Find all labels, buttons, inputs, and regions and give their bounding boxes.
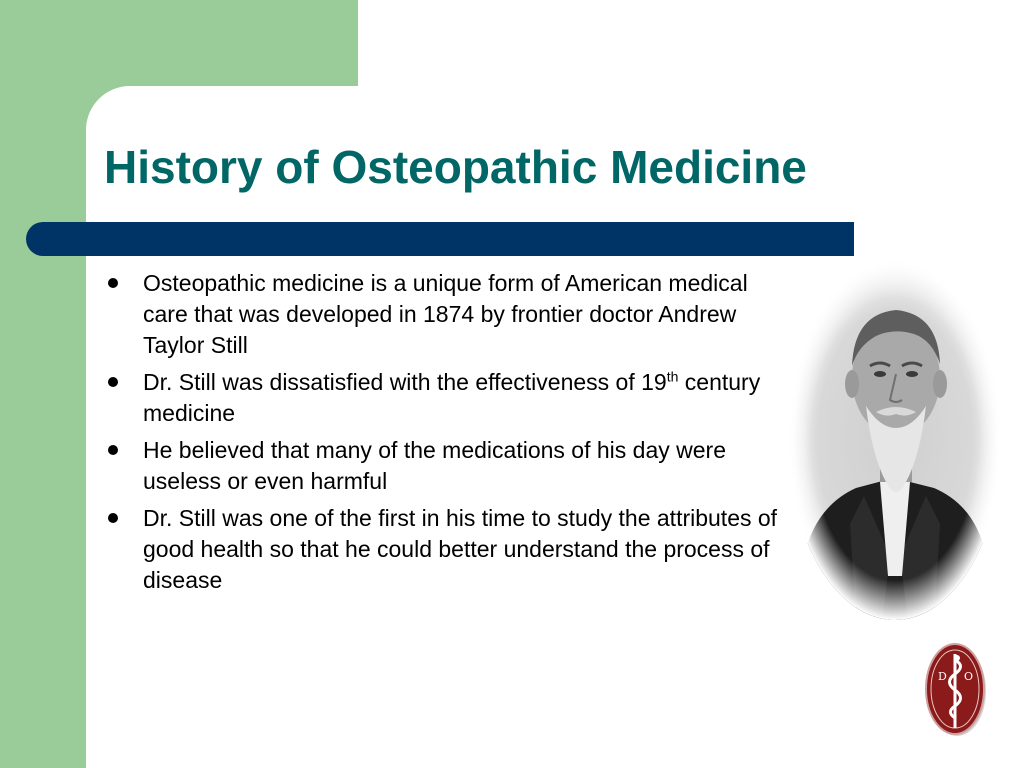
bullet-dot-icon [108, 377, 118, 387]
bullet-dot-icon [108, 445, 118, 455]
seal-letter-d: D [938, 670, 947, 683]
bullet-item [104, 435, 784, 497]
do-seal-logo [924, 640, 988, 738]
slide-title: History of Osteopathic Medicine [104, 141, 807, 193]
title-underline-bar [26, 222, 852, 256]
bullet-item [104, 367, 784, 429]
caduceus-icon [924, 640, 988, 738]
bullet-text-part: century medicine [143, 369, 761, 426]
bullet-list [104, 268, 784, 602]
bullet-text: Dr. Still was one of the first in his time to study the attributes of good health so that he could better understand the process of disease [143, 505, 778, 593]
bullet-text-part: Dr. Still was dissatisfied with the effectiveness of 19 [143, 369, 667, 395]
bullet-dot-icon [108, 278, 118, 288]
bullet-text [143, 369, 760, 426]
seal-letter-o: O [964, 670, 974, 683]
title-underline-bar-end [848, 222, 854, 256]
bullet-item [104, 503, 784, 596]
ordinal-suffix: th [666, 368, 679, 385]
bullet-dot-icon [108, 513, 118, 523]
portrait-photo [786, 256, 1004, 622]
bullet-text: He believed that many of the medications of his day were useless or even harmful [143, 437, 726, 494]
bullet-item [104, 268, 784, 361]
bullet-text: Osteopathic medicine is a unique form of American medical care that was developed in 1874 by frontier doctor Andrew Taylor Still [143, 270, 748, 358]
